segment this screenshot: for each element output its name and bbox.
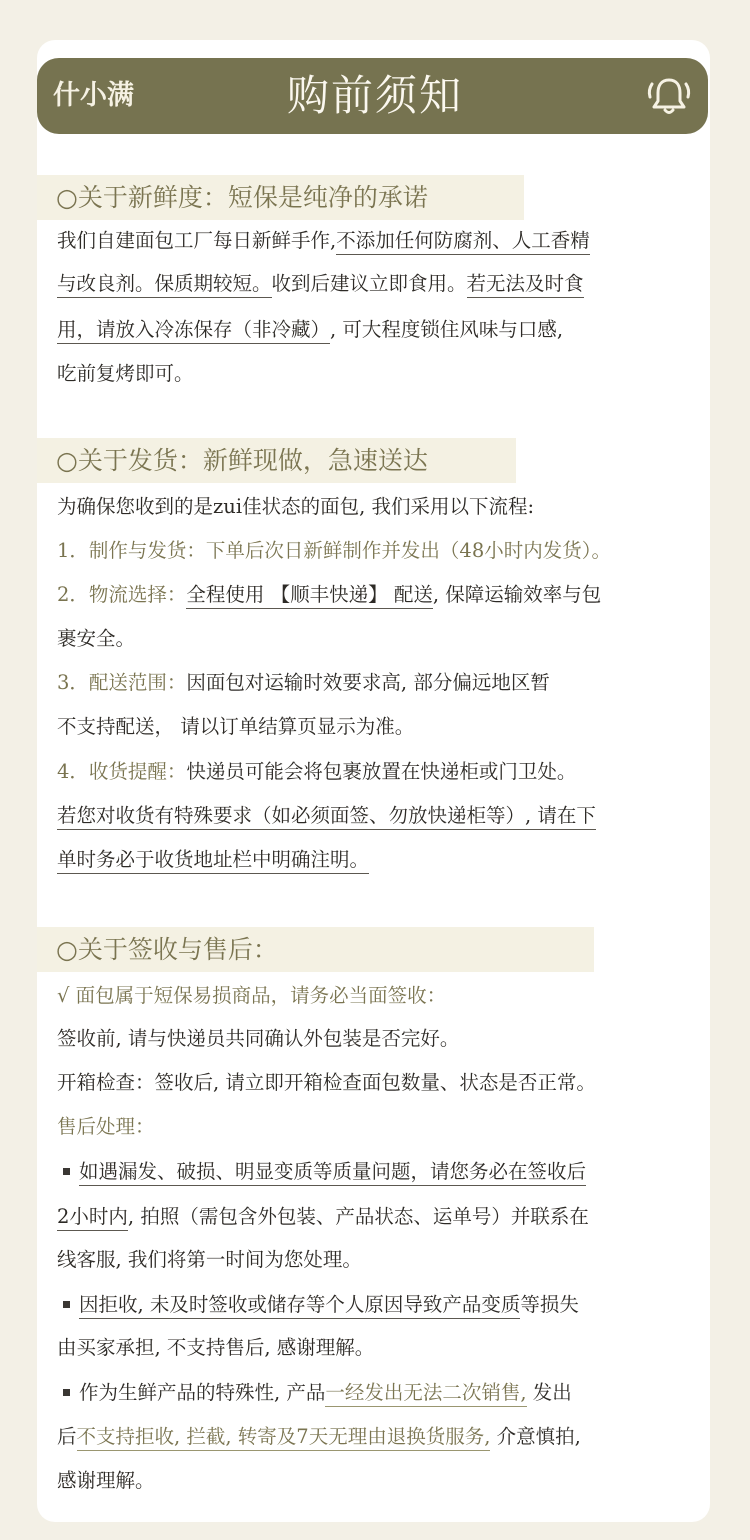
text-line: 感谢理解。	[57, 1469, 155, 1492]
text-line: 由买家承担, 不支持售后, 感谢理解。	[57, 1336, 375, 1359]
brand-logo: 什小满	[53, 80, 134, 111]
text-line: 签收前, 请与快递员共同确认外包装是否完好。	[57, 1027, 460, 1050]
bullet-icon	[63, 1301, 70, 1308]
bullet-icon	[63, 1389, 70, 1396]
text-line: 2．物流选择：全程使用 【顺丰快递】 配送, 保障运输效率与包	[57, 581, 601, 609]
text-line: 用，请放入冷冻保存（非冷藏）, 可大程度锁住风味与口感,	[57, 316, 563, 344]
text-line: 作为生鲜产品的特殊性, 产品一经发出无法二次销售, 发出	[57, 1379, 572, 1407]
text-line: 2小时内, 拍照（需包含外包装、产品状态、运单号）并联系在	[57, 1203, 589, 1231]
text-line: 1．制作与发货：下单后次日新鲜制作并发出（48小时内发货）。	[57, 539, 611, 562]
text-line: 售后处理：	[57, 1115, 155, 1138]
section-aftersales-title: ○关于签收与售后：	[37, 927, 594, 972]
text-line: 吃前复烤即可。	[57, 362, 194, 385]
text-line: √ 面包属于短保易损商品，请务必当面签收：	[57, 984, 447, 1007]
text-line: 因拒收, 未及时签收或储存等个人原因导致产品变质等损失	[57, 1291, 579, 1319]
page-title: 购前须知	[286, 71, 463, 120]
bell-icon	[645, 74, 693, 118]
text-line: 3．配送范围：因面包对运输时效要求高, 部分偏远地区暂	[57, 671, 550, 694]
text-line: 后不支持拒收, 拦截, 转寄及7天无理由退换货服务, 介意慎拍,	[57, 1423, 581, 1451]
text-line: 不支持配送， 请以订单结算页显示为准。	[57, 715, 415, 738]
text-line: 开箱检查：签收后, 请立即开箱检查面包数量、状态是否正常。	[57, 1071, 596, 1094]
text-line: 单时务必于收货地址栏中明确注明。	[57, 846, 369, 874]
text-line: 与改良剂。保质期较短。收到后建议立即食用。若无法及时食	[57, 270, 584, 298]
text-line: 线客服, 我们将第一时间为您处理。	[57, 1248, 362, 1271]
section-shipping-title: ○关于发货：新鲜现做，急速送达	[37, 438, 516, 483]
text-line: 裹安全。	[57, 627, 136, 650]
text-line: 若您对收货有特殊要求（如必须面签、勿放快递柜等）, 请在下	[57, 802, 596, 830]
bullet-icon	[63, 1168, 70, 1175]
section-freshness-title: ○关于新鲜度：短保是纯净的承诺	[37, 175, 524, 220]
text-line: 如遇漏发、破损、明显变质等质量问题，请您务必在签收后	[57, 1158, 586, 1186]
text-line: 为确保您收到的是zui佳状态的面包, 我们采用以下流程:	[57, 495, 535, 518]
text-line: 我们自建面包工厂每日新鲜手作,不添加任何防腐剂、人工香精	[57, 227, 590, 255]
text-line: 4．收货提醒：快递员可能会将包裹放置在快递柜或门卫处。	[57, 760, 577, 783]
